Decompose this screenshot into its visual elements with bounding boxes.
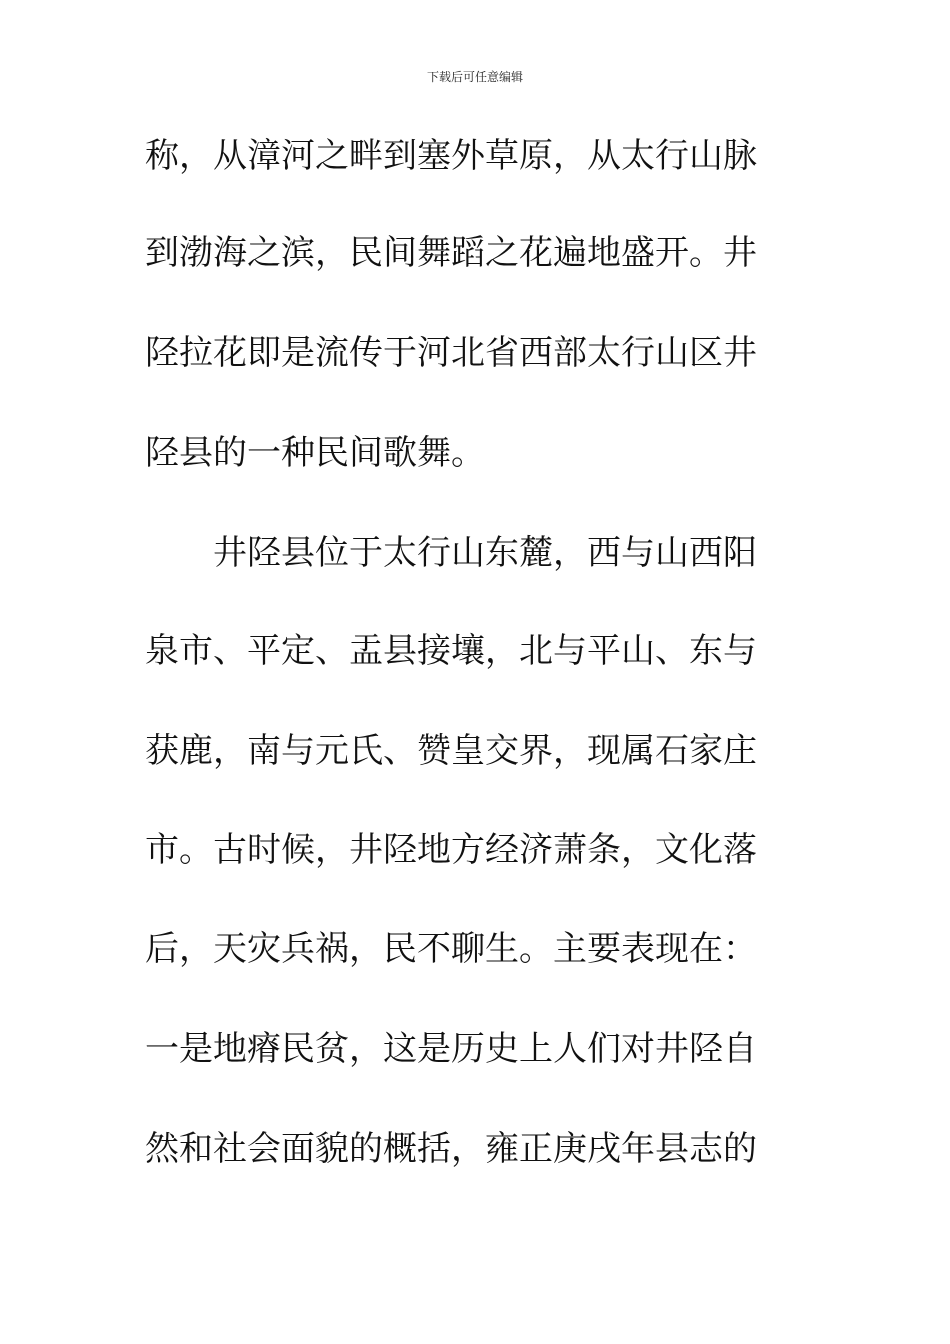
text-line: 称，从漳河之畔到塞外草原，从太行山脉 <box>145 136 757 176</box>
text-line: 到渤海之滨，民间舞蹈之花遍地盛开。井 <box>145 233 757 273</box>
text-line: 后，天灾兵祸，民不聊生。主要表现在： <box>145 929 757 969</box>
text-line: 市。古时候，井陉地方经济萧条，文化落 <box>145 830 757 870</box>
page-header: 下载后可任意编辑 <box>426 70 523 84</box>
paragraph-first-line: 井陉县位于太行山东麓，西与山西阳 <box>213 533 757 573</box>
text-line: 泉市、平定、盂县接壤，北与平山、东与 <box>145 631 757 671</box>
text-line: 陉拉花即是流传于河北省西部太行山区井 <box>145 333 757 373</box>
text-line: 一是地瘠民贫，这是历史上人们对井陉自 <box>145 1029 757 1069</box>
text-line: 然和社会面貌的概括，雍正庚戌年县志的 <box>145 1129 757 1169</box>
text-line: 获鹿，南与元氏、赞皇交界，现属石家庄 <box>145 731 757 771</box>
text-line: 陉县的一种民间歌舞。 <box>145 433 485 473</box>
